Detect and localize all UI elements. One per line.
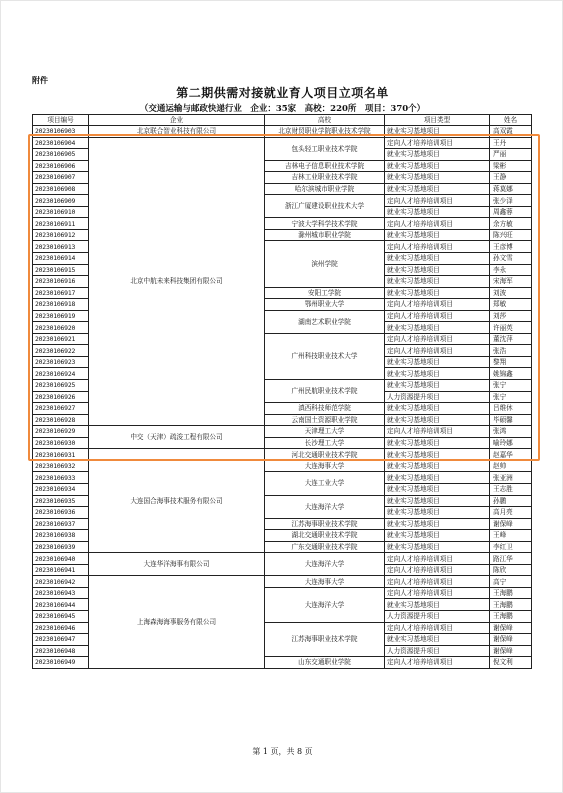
person-name: 王静 xyxy=(490,172,532,184)
project-type: 定向人才培养培训项目 xyxy=(385,195,490,207)
project-code: 20230106949 xyxy=(33,657,89,669)
person-name: 张亚洲 xyxy=(490,472,532,484)
person-name: 陈兴旺 xyxy=(490,229,532,241)
school-cell: 宁波大学科学技术学院 xyxy=(265,218,385,230)
person-name: 高双霞 xyxy=(490,126,532,138)
project-code: 20230106944 xyxy=(33,599,89,611)
project-code: 20230106914 xyxy=(33,253,89,265)
project-type: 就业实习基地项目 xyxy=(385,507,490,519)
person-name: 张宁 xyxy=(490,380,532,392)
project-type: 定向人才培养培训项目 xyxy=(385,333,490,345)
project-code: 20230106919 xyxy=(33,310,89,322)
project-type: 定向人才培养培训项目 xyxy=(385,622,490,634)
project-type: 就业实习基地项目 xyxy=(385,276,490,288)
project-type: 就业实习基地项目 xyxy=(385,206,490,218)
project-type: 就业实习基地项目 xyxy=(385,599,490,611)
project-type: 人力资源提升项目 xyxy=(385,391,490,403)
project-type: 定向人才培养培训项目 xyxy=(385,218,490,230)
project-table xyxy=(32,114,532,669)
page-title: 第二期供需对接就业育人项目立项名单 xyxy=(176,86,389,100)
project-code: 20230106946 xyxy=(33,622,89,634)
table-row xyxy=(33,426,532,438)
school-cell: 山东交通职业学院 xyxy=(265,657,385,669)
project-type: 就业实习基地项目 xyxy=(385,229,490,241)
project-code: 20230106909 xyxy=(33,195,89,207)
person-name: 严丽 xyxy=(490,149,532,161)
school-cell: 吉林工业职业技术学院 xyxy=(265,172,385,184)
school-cell: 包头轻工职业技术学院 xyxy=(265,137,385,160)
person-name: 高宁 xyxy=(490,576,532,588)
school-cell: 河北交通职业技术学院 xyxy=(265,449,385,461)
person-name: 李永 xyxy=(490,264,532,276)
person-name: 王彦博 xyxy=(490,241,532,253)
project-code: 20230106939 xyxy=(33,541,89,553)
table-row xyxy=(33,449,532,461)
person-name: 赵嘉华 xyxy=(490,449,532,461)
person-name: 王丹 xyxy=(490,137,532,149)
person-name: 陈欣 xyxy=(490,564,532,576)
project-code: 20230106942 xyxy=(33,576,89,588)
table-row xyxy=(33,137,532,149)
person-name: 周鑫蓉 xyxy=(490,206,532,218)
person-name: 姚锦鑫 xyxy=(490,368,532,380)
school-cell: 江苏海事职业技术学院 xyxy=(265,622,385,657)
school-cell: 大连工业大学 xyxy=(265,472,385,495)
project-type: 人力资源提升项目 xyxy=(385,610,490,622)
attachment-label: 附件 xyxy=(32,76,48,85)
project-code: 20230106941 xyxy=(33,564,89,576)
person-name: 王海鹏 xyxy=(490,599,532,611)
project-code: 20230106911 xyxy=(33,218,89,230)
project-code: 20230106936 xyxy=(33,507,89,519)
page-footer: 第 1 页，共 8 页 xyxy=(252,747,313,756)
project-type: 定向人才培养培训项目 xyxy=(385,657,490,669)
project-type: 就业实习基地项目 xyxy=(385,149,490,161)
school-cell: 湖北交通职业技术学院 xyxy=(265,530,385,542)
project-type: 就业实习基地项目 xyxy=(385,518,490,530)
project-code: 20230106943 xyxy=(33,587,89,599)
company-cell: 上海森海海事服务有限公司 xyxy=(89,576,265,668)
person-name: 赵帅 xyxy=(490,460,532,472)
project-code: 20230106920 xyxy=(33,322,89,334)
school-cell: 浙江广厦建设职业技术大学 xyxy=(265,195,385,218)
table-row xyxy=(33,126,532,138)
project-type: 就业实习基地项目 xyxy=(385,183,490,195)
school-cell: 天津理工大学 xyxy=(265,426,385,438)
project-type: 就业实习基地项目 xyxy=(385,160,490,172)
project-type: 定向人才培养培训项目 xyxy=(385,299,490,311)
person-name: 王海鹏 xyxy=(490,610,532,622)
school-cell: 大连海洋大学 xyxy=(265,553,385,576)
person-name: 谢保峰 xyxy=(490,645,532,657)
header-code: 项目编号 xyxy=(33,115,89,126)
company-cell: 北京中航未来科技集团有限公司 xyxy=(89,137,265,426)
project-type: 就业实习基地项目 xyxy=(385,380,490,392)
school-cell: 广州民航职业技术学院 xyxy=(265,380,385,403)
project-code: 20230106945 xyxy=(33,610,89,622)
person-name: 郑敏 xyxy=(490,299,532,311)
person-name: 蒋莫娜 xyxy=(490,183,532,195)
project-type: 就业实习基地项目 xyxy=(385,368,490,380)
project-code: 20230106925 xyxy=(33,380,89,392)
project-type: 定向人才培养培训项目 xyxy=(385,553,490,565)
person-name: 刘莎 xyxy=(490,310,532,322)
project-code: 20230106908 xyxy=(33,183,89,195)
project-type: 就业实习基地项目 xyxy=(385,356,490,368)
project-type: 定向人才培养培训项目 xyxy=(385,345,490,357)
project-type: 就业实习基地项目 xyxy=(385,287,490,299)
project-code: 20230106921 xyxy=(33,333,89,345)
school-cell: 滁州城市职业学院 xyxy=(265,229,385,241)
table-row xyxy=(33,576,532,588)
project-code: 20230106929 xyxy=(33,426,89,438)
project-type: 就业实习基地项目 xyxy=(385,541,490,553)
table-row xyxy=(33,553,532,565)
project-code: 20230106916 xyxy=(33,276,89,288)
school-cell: 云南国土资源职业学院 xyxy=(265,414,385,426)
school-cell: 大连海事大学 xyxy=(265,460,385,472)
person-name: 孙文雪 xyxy=(490,253,532,265)
project-code: 20230106927 xyxy=(33,403,89,415)
person-name: 王海鹏 xyxy=(490,587,532,599)
person-name: 许丽英 xyxy=(490,322,532,334)
project-code: 20230106931 xyxy=(33,449,89,461)
person-name: 孙鹏 xyxy=(490,495,532,507)
project-code: 20230106915 xyxy=(33,264,89,276)
person-name: 梁彬 xyxy=(490,160,532,172)
school-cell: 广州科技职业技术大学 xyxy=(265,333,385,379)
project-type: 就业实习基地项目 xyxy=(385,126,490,138)
school-cell: 北京财贸职业学院职业技术学院 xyxy=(265,126,385,138)
person-name: 谢保峰 xyxy=(490,622,532,634)
company-cell: 大连华洋海事有限公司 xyxy=(89,553,265,576)
project-type: 就业实习基地项目 xyxy=(385,472,490,484)
person-name: 宋海军 xyxy=(490,276,532,288)
company-cell: 大连国合海事技术服务有限公司 xyxy=(89,449,265,553)
person-name: 毕硕馨 xyxy=(490,414,532,426)
project-type: 人力资源提升项目 xyxy=(385,645,490,657)
project-code: 20230106930 xyxy=(33,437,89,449)
project-code: 20230106923 xyxy=(33,356,89,368)
project-code: 20230106948 xyxy=(33,645,89,657)
project-code: 20230106918 xyxy=(33,299,89,311)
person-name: 余方敏 xyxy=(490,218,532,230)
person-name: 谢保峰 xyxy=(490,634,532,646)
person-name: 喻玲娜 xyxy=(490,437,532,449)
person-name: 谢保峰 xyxy=(490,518,532,530)
project-code: 20230106910 xyxy=(33,206,89,218)
project-code: 20230106933 xyxy=(33,472,89,484)
project-code: 20230106926 xyxy=(33,391,89,403)
header-company: 企业 xyxy=(89,115,265,126)
project-code: 20230106903 xyxy=(33,126,89,138)
person-name: 张浩 xyxy=(490,345,532,357)
school-cell: 滇西科技师范学院 xyxy=(265,403,385,415)
project-code: 20230106938 xyxy=(33,530,89,542)
project-code: 20230106922 xyxy=(33,345,89,357)
project-code: 20230106905 xyxy=(33,149,89,161)
person-name: 吕维休 xyxy=(490,403,532,415)
header-school: 高校 xyxy=(265,115,385,126)
project-type: 就业实习基地项目 xyxy=(385,253,490,265)
school-cell: 鄂州职业大学 xyxy=(265,299,385,311)
project-type: 就业实习基地项目 xyxy=(385,460,490,472)
project-code: 20230106932 xyxy=(33,460,89,472)
person-name: 高月亮 xyxy=(490,507,532,519)
project-code: 20230106935 xyxy=(33,495,89,507)
table-header-row xyxy=(33,115,532,126)
project-type: 就业实习基地项目 xyxy=(385,414,490,426)
person-name: 李红卫 xyxy=(490,541,532,553)
school-cell: 广东交通职业技术学院 xyxy=(265,541,385,553)
project-code: 20230106912 xyxy=(33,229,89,241)
person-name: 王志胜 xyxy=(490,483,532,495)
person-name: 张鸿 xyxy=(490,426,532,438)
page-subtitle: （交通运输与邮政快递行业 企业：35家 高校：220所 项目：370个） xyxy=(139,104,426,114)
school-cell: 大连海洋大学 xyxy=(265,587,385,622)
company-cell: 北京联合智业科技有限公司 xyxy=(89,126,265,138)
project-type: 定向人才培养培训项目 xyxy=(385,310,490,322)
project-type: 定向人才培养培训项目 xyxy=(385,241,490,253)
project-code: 20230106924 xyxy=(33,368,89,380)
project-code: 20230106940 xyxy=(33,553,89,565)
company-cell: 中交（天津）疏浚工程有限公司 xyxy=(89,426,265,449)
project-code: 20230106904 xyxy=(33,137,89,149)
project-type: 就业实习基地项目 xyxy=(385,172,490,184)
project-code: 20230106913 xyxy=(33,241,89,253)
person-name: 王峰 xyxy=(490,530,532,542)
person-name: 黎翔 xyxy=(490,356,532,368)
project-type: 就业实习基地项目 xyxy=(385,437,490,449)
person-name: 刘波 xyxy=(490,287,532,299)
school-cell: 湖南艺术职业学院 xyxy=(265,310,385,333)
school-cell: 江苏海事职业技术学院 xyxy=(265,518,385,530)
school-cell: 哈尔滨城市职业学院 xyxy=(265,183,385,195)
project-type: 就业实习基地项目 xyxy=(385,495,490,507)
school-cell: 大连海洋大学 xyxy=(265,495,385,518)
school-cell: 吉林电子信息职业技术学院 xyxy=(265,160,385,172)
project-type: 定向人才培养培训项目 xyxy=(385,587,490,599)
project-code: 20230106947 xyxy=(33,634,89,646)
project-code: 20230106928 xyxy=(33,414,89,426)
project-code: 20230106906 xyxy=(33,160,89,172)
header-type: 项目类型 xyxy=(385,115,490,126)
person-name: 倪文利 xyxy=(490,657,532,669)
school-cell: 滨州学院 xyxy=(265,241,385,287)
project-type: 就业实习基地项目 xyxy=(385,449,490,461)
project-code: 20230106937 xyxy=(33,518,89,530)
project-code: 20230106917 xyxy=(33,287,89,299)
school-cell: 安阳工学院 xyxy=(265,287,385,299)
project-type: 就业实习基地项目 xyxy=(385,264,490,276)
project-type: 就业实习基地项目 xyxy=(385,634,490,646)
person-name: 张少泽 xyxy=(490,195,532,207)
person-name: 张宁 xyxy=(490,391,532,403)
school-cell: 长沙理工大学 xyxy=(265,437,385,449)
person-name: 路江华 xyxy=(490,553,532,565)
project-type: 定向人才培养培训项目 xyxy=(385,576,490,588)
project-code: 20230106907 xyxy=(33,172,89,184)
school-cell: 大连海事大学 xyxy=(265,576,385,588)
project-type: 就业实习基地项目 xyxy=(385,403,490,415)
person-name: 董沈萍 xyxy=(490,333,532,345)
project-type: 就业实习基地项目 xyxy=(385,483,490,495)
project-type: 就业实习基地项目 xyxy=(385,530,490,542)
project-type: 就业实习基地项目 xyxy=(385,322,490,334)
project-code: 20230106934 xyxy=(33,483,89,495)
project-type: 定向人才培养培训项目 xyxy=(385,426,490,438)
project-type: 定向人才培养培训项目 xyxy=(385,564,490,576)
project-type: 定向人才培养培训项目 xyxy=(385,137,490,149)
header-name: 姓名 xyxy=(490,115,532,126)
